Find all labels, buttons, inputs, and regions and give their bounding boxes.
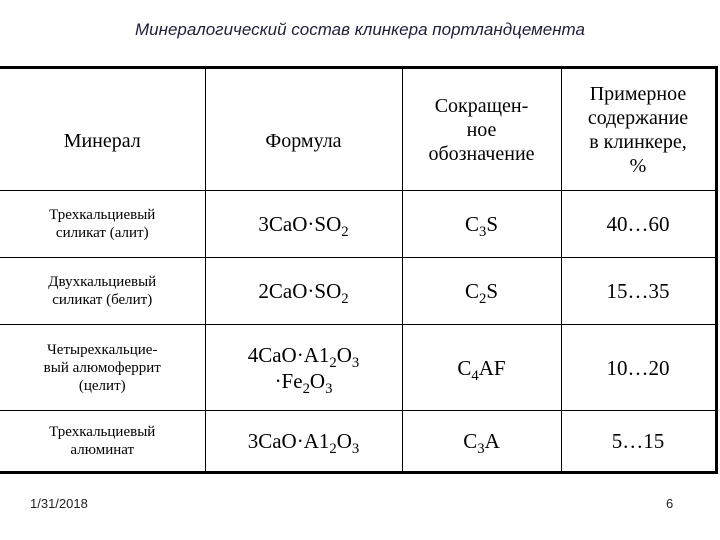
mineral-name-line: Трехкальциевый xyxy=(49,207,156,223)
mineral-name-line: алюминат xyxy=(70,442,135,458)
page-number: 6 xyxy=(666,496,674,511)
header-abbrev-line: обозначение xyxy=(428,142,535,165)
formula-line xyxy=(206,211,402,240)
formula-text: O xyxy=(336,429,352,453)
mineral-name-line: силикат (белит) xyxy=(52,292,153,308)
table-row xyxy=(0,411,716,473)
mineral-content: 40…60 xyxy=(561,191,716,258)
formula-subscript: 2 xyxy=(302,380,310,397)
formula-text: 3CaO·A1 xyxy=(247,429,330,453)
mineral-composition-table xyxy=(0,66,718,474)
mineral-abbreviation xyxy=(402,411,561,473)
slide-title: Минералогический состав клинкера портландцемента xyxy=(135,20,585,39)
mineral-abbreviation xyxy=(402,325,561,411)
table-header-row xyxy=(0,68,716,191)
abbrev-text: AF xyxy=(478,355,506,380)
header-abbreviation xyxy=(402,68,561,191)
mineral-name-line: Трехкальциевый xyxy=(49,424,156,440)
formula-line xyxy=(206,342,402,371)
header-content-line: % xyxy=(629,154,647,177)
header-content-percent xyxy=(561,68,716,191)
mineral-name xyxy=(0,191,205,258)
abbrev-text: C xyxy=(457,355,472,380)
formula-text: 4CaO·A1 xyxy=(247,342,330,367)
table-row xyxy=(0,325,716,411)
header-abbrev-line: ное xyxy=(466,118,497,141)
header-mineral xyxy=(0,68,205,191)
mineral-formula xyxy=(205,325,402,411)
mineral-abbreviation xyxy=(402,191,561,258)
formula-subscript: 2 xyxy=(341,291,349,307)
mineral-formula xyxy=(205,411,402,473)
mineral-name-line: Четырехкальцие- xyxy=(47,341,158,358)
mineral-name-line: Двухкальциевый xyxy=(48,274,157,290)
mineral-name xyxy=(0,411,205,473)
mineral-name-line: силикат (алит) xyxy=(55,225,149,241)
mineral-name-line: вый алюмоферрит xyxy=(43,359,161,376)
footer-date: 1/31/2018 xyxy=(30,496,88,511)
mineral-name xyxy=(0,258,205,325)
formula-text: O xyxy=(336,342,352,367)
formula-text: 3CaO·SO xyxy=(258,212,342,236)
header-abbrev-line: Сокращен- xyxy=(434,94,529,117)
table-row xyxy=(0,191,716,258)
formula-subscript: 2 xyxy=(341,224,349,240)
header-formula xyxy=(205,68,402,191)
formula-text: 2CaO·SO xyxy=(258,279,342,303)
formula-subscript: 2 xyxy=(329,354,337,371)
mineral-content: 15…35 xyxy=(561,258,716,325)
header-content-line: в клинкере, xyxy=(589,130,687,153)
abbrev-subscript: 2 xyxy=(478,291,487,307)
formula-subscript: 3 xyxy=(325,380,333,397)
abbrev-text: A xyxy=(484,429,500,453)
mineral-abbreviation xyxy=(402,258,561,325)
header-content-line: Примерное xyxy=(589,82,687,105)
abbrev-text: S xyxy=(486,279,499,303)
mineral-formula xyxy=(205,191,402,258)
formula-text: ·Fe xyxy=(274,368,303,393)
mineral-content: 10…20 xyxy=(561,325,716,411)
abbrev-subscript: 3 xyxy=(478,224,487,240)
mineral-name xyxy=(0,325,205,411)
formula-line xyxy=(206,278,402,307)
header-formula-label: Формула xyxy=(265,129,342,152)
formula-subscript: 2 xyxy=(329,441,337,457)
formula-subscript: 3 xyxy=(351,354,360,371)
abbrev-text: C xyxy=(464,279,479,303)
formula-text: O xyxy=(309,368,326,393)
abbrev-subscript: 3 xyxy=(477,441,485,457)
mineral-content: 5…15 xyxy=(561,411,716,473)
abbrev-text: C xyxy=(464,212,479,236)
formula-subscript: 3 xyxy=(351,441,360,457)
header-content-line: содержание xyxy=(587,106,689,129)
mineral-formula xyxy=(205,258,402,325)
table-row xyxy=(0,258,716,325)
formula-line xyxy=(206,428,402,457)
mineral-name-line: (целит) xyxy=(78,377,126,394)
abbrev-text: C xyxy=(463,429,478,453)
formula-line xyxy=(206,368,402,397)
abbrev-subscript: 4 xyxy=(471,367,479,384)
header-mineral-label: Минерал xyxy=(63,129,141,152)
abbrev-text: S xyxy=(486,212,499,236)
